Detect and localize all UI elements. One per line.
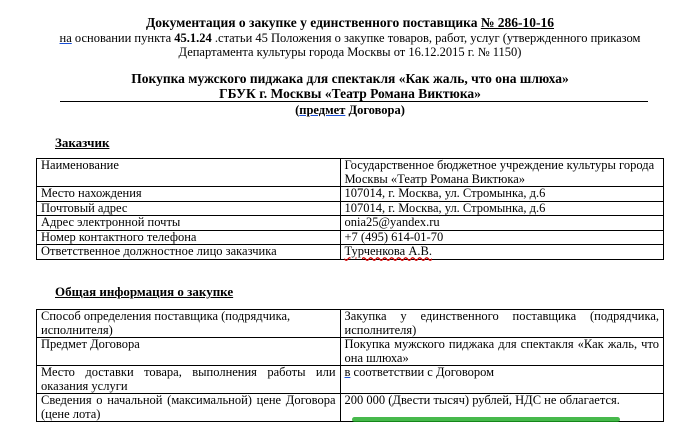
customer-short-name: ГБУК г. Москвы «Театр Романа Виктюка» [219,86,481,101]
table-row [37,201,664,216]
row-value [340,366,663,394]
row-value: +7 (495) 614-01-70 [340,230,664,245]
table-row [37,366,664,394]
subject-word: предмет [299,103,346,117]
row-value: Закупка у единственного поставщика (подрядчика, исполнителя) [340,310,663,338]
row-value-price: 200 000 (Двести тысяч) рублей, НДС не облагается. [340,394,663,422]
basis-text-part1: основании пункта [71,31,175,45]
row-label: Номер контактного телефона [37,230,341,245]
table-row [37,230,664,245]
row-label: Ответственное должностное лицо заказчика [37,245,341,260]
price-highlight-mark [352,417,620,422]
document-title [0,15,700,31]
subject-rest: Договора) [345,103,405,117]
row-value: Государственное бюджетное учреждение культуры города Москвы «Театр Романа Виктюка» [340,159,664,187]
row-label: Наименование [37,159,341,187]
purchase-table [36,309,664,422]
row-label: Место доставки товара, выполнения работы или оказания услуги [37,366,341,394]
subject-open: ( [295,103,300,117]
table-row [37,310,664,338]
row-label: Адрес электронной почты [37,216,341,231]
row-label: Место нахождения [37,187,341,202]
basis-text [0,31,700,59]
subject-caption [0,103,700,118]
row-value: 107014, г. Москва, ул. Стромынка, д.6 [340,187,664,202]
table-row [37,245,664,260]
purchase-title-block [0,71,700,101]
subject-rule [60,101,648,102]
row-value-email: onia25@yandex.ru [340,216,664,231]
row-label: Способ определения поставщика (подрядчика, исполнителя) [37,310,341,338]
purchase-section-title: Общая информация о закупке [55,284,234,299]
table-row [37,338,664,366]
document-number: № 286-10-16 [480,15,555,30]
basis-text-part2: .статьи 45 Положения о закупке товаров, работ, услуг (утвержденного приказом [211,31,641,45]
row-label: Предмет Договора [37,338,341,366]
responsible-person: Турченкова А.В. [344,244,432,258]
table-row [37,216,664,231]
customer-table [36,158,664,260]
basis-prefix: на [59,31,72,45]
row-value: 107014, г. Москва, ул. Стромынка, д.6 [340,201,664,216]
row-label: Сведения о начальной (максимальной) цене Договора (цене лота) [37,394,341,422]
customer-section-title: Заказчик [55,135,110,150]
table-row [37,187,664,202]
row-label: Почтовый адрес [37,201,341,216]
row-value-person [340,245,664,260]
row-value: Покупка мужского пиджака для спектакля «Как жаль, что она шлюха» [340,338,663,366]
basis-line2: Департамента культуры города Москвы от 16.12.2015 г. № 1150) [178,45,522,59]
document-title-text: Документация о закупке у единственного поставщика [145,15,478,30]
table-row [37,159,664,187]
basis-point: 45.1.24 [174,31,212,45]
delivery-prefix: в [344,365,351,379]
delivery-text: соответствии с Договором [350,365,495,379]
purchase-title: Покупка мужского пиджака для спектакля «Как жаль, что она шлюха» [131,71,569,86]
